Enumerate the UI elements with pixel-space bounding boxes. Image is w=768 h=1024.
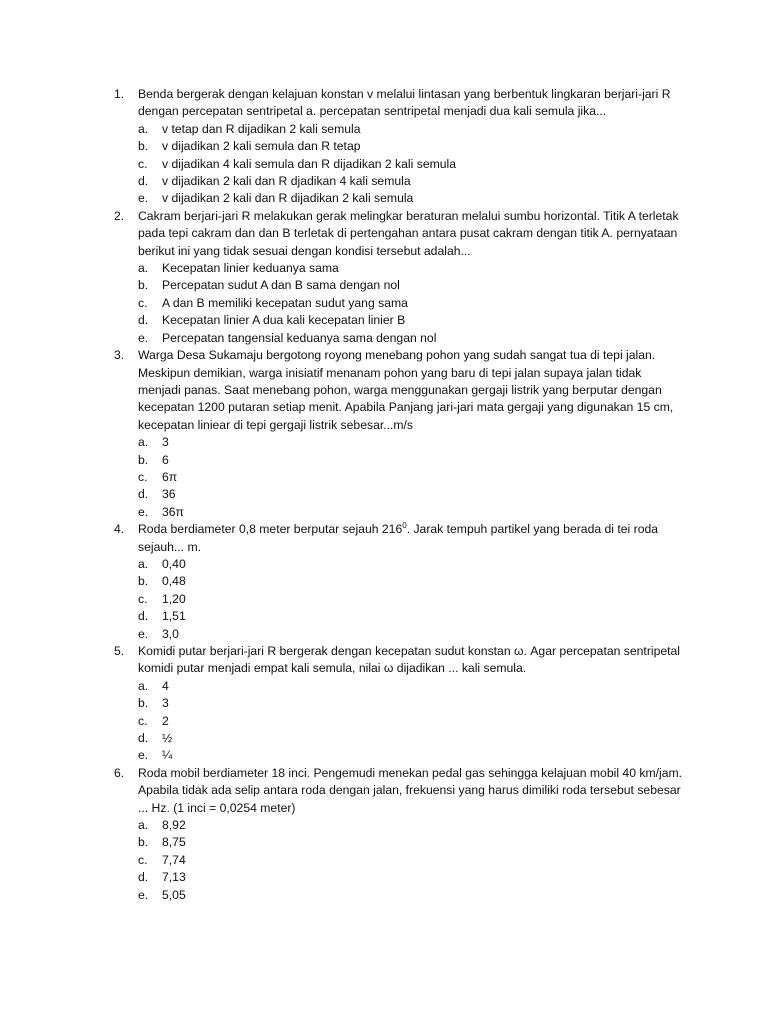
option-a xyxy=(138,260,682,277)
option-letter: c. xyxy=(138,469,148,484)
option-e xyxy=(138,504,682,521)
degree-superscript: 0 xyxy=(402,521,407,531)
question-list xyxy=(114,86,682,904)
option-text: 2 xyxy=(162,713,169,728)
option-letter: c. xyxy=(138,156,148,171)
option-text: Kecepatan linier A dua kali kecepatan linier B xyxy=(162,313,406,328)
option-letter: e. xyxy=(138,330,149,345)
option-letter: a. xyxy=(138,261,149,276)
option-a xyxy=(138,121,682,138)
option-letter: d. xyxy=(138,487,149,502)
question-number: 3. xyxy=(114,348,125,363)
option-b xyxy=(138,138,682,155)
option-e xyxy=(138,626,682,643)
option-c xyxy=(138,156,682,173)
option-text: 3,0 xyxy=(162,626,179,641)
question-number: 6. xyxy=(114,765,125,780)
option-text: 7,13 xyxy=(162,870,186,885)
question-3 xyxy=(114,347,682,521)
question-number: 1. xyxy=(114,87,125,101)
option-letter: d. xyxy=(138,313,149,328)
option-letter: a. xyxy=(138,818,149,833)
question-6 xyxy=(114,765,682,904)
option-d xyxy=(138,608,682,625)
option-e xyxy=(138,190,682,207)
option-letter: a. xyxy=(138,678,149,693)
question-4 xyxy=(114,521,682,643)
option-letter: d. xyxy=(138,870,149,885)
option-letter: a. xyxy=(138,556,149,571)
option-text: 36 xyxy=(162,487,176,502)
option-text: v dijadikan 2 kali dan R djadikan 4 kali semula xyxy=(162,174,411,189)
option-letter: a. xyxy=(138,121,149,136)
option-letter: e. xyxy=(138,748,149,763)
option-letter: e. xyxy=(138,626,149,641)
question-5 xyxy=(114,643,682,765)
option-text: v tetap dan R dijadikan 2 kali semula xyxy=(162,121,361,136)
option-b xyxy=(138,573,682,590)
question-text: Benda bergerak dengan kelajuan konstan v melalui lintasan yang berbentuk lingkaran berjari-jari R dengan percepatan sentripetal a. percepatan sentripetal menjadi dua kali semula jika... xyxy=(138,87,671,119)
option-letter: c. xyxy=(138,713,148,728)
option-b xyxy=(138,452,682,469)
option-text: Kecepatan linier keduanya sama xyxy=(162,261,339,276)
question-1 xyxy=(114,86,682,208)
option-d xyxy=(138,173,682,190)
option-e xyxy=(138,330,682,347)
option-list xyxy=(138,817,682,904)
option-d xyxy=(138,312,682,329)
question-text xyxy=(138,521,682,556)
option-text: Percepatan sudut A dan B sama dengan nol xyxy=(162,278,400,293)
option-text: 4 xyxy=(162,678,169,693)
option-c xyxy=(138,713,682,730)
option-c xyxy=(138,852,682,869)
option-list xyxy=(138,121,682,208)
question-2 xyxy=(114,208,682,347)
option-text: 3 xyxy=(162,696,169,711)
question-text-part: Roda berdiameter 0,8 meter berputar sejauh 216 xyxy=(138,522,403,537)
question-text: Warga Desa Sukamaju bergotong royong menebang pohon yang sudah sangat tua di tepi jalan. Meskipun demikian, warga inisiatif menanam pohon yang baru di tepi jalan supaya jalan tidak menjadi panas. Saat menebang pohon, warga menggunakan gergaji listrik yang berputar dengan kecepatan 1200 putaran setiap menit. Apabila Panjang jari-jari mata gergaji yang digunakan 15 cm, kecepatan liniear di tepi gergaji listrik sebesar...m/s xyxy=(138,348,674,432)
option-a xyxy=(138,817,682,834)
option-text: 7,74 xyxy=(162,852,186,867)
option-letter: e. xyxy=(138,191,149,206)
option-b xyxy=(138,834,682,851)
option-text: 6π xyxy=(162,469,178,484)
option-letter: d. xyxy=(138,731,149,746)
option-letter: e. xyxy=(138,504,149,519)
option-letter: c. xyxy=(138,295,148,310)
option-letter: b. xyxy=(138,835,149,850)
option-a xyxy=(138,556,682,573)
option-letter: d. xyxy=(138,174,149,189)
option-text: 0,40 xyxy=(162,556,186,571)
option-a xyxy=(138,678,682,695)
option-list xyxy=(138,260,682,347)
question-number: 4. xyxy=(114,522,125,537)
option-text: 0,48 xyxy=(162,574,186,589)
option-text: 1,51 xyxy=(162,609,186,624)
option-letter: b. xyxy=(138,278,149,293)
question-number: 5. xyxy=(114,644,125,658)
option-text: ¼ xyxy=(162,748,173,763)
option-text: v dijadikan 4 kali semula dan R dijadikan 2 kali semula xyxy=(162,156,457,171)
option-text: Percepatan tangensial keduanya sama dengan nol xyxy=(162,330,437,345)
option-letter: c. xyxy=(138,852,148,867)
option-e xyxy=(138,747,682,764)
option-e xyxy=(138,887,682,904)
option-text: 3 xyxy=(162,435,169,450)
option-text: 6 xyxy=(162,452,169,467)
option-letter: b. xyxy=(138,452,149,467)
option-text: 5,05 xyxy=(162,887,186,902)
question-text: Komidi putar berjari-jari R bergerak dengan kecepatan sudut konstan ω. Agar percepatan sentripetal komidi putar menjadi empat kali semula, nilai ω dijadikan ... kali semula. xyxy=(138,644,681,676)
option-list xyxy=(138,678,682,765)
option-c xyxy=(138,469,682,486)
question-number: 2. xyxy=(114,208,125,223)
option-text: A dan B memiliki kecepatan sudut yang sama xyxy=(162,295,408,310)
option-a xyxy=(138,434,682,451)
question-text-part: . Jarak tempuh partikel yang berada di tei roda sejauh... m. xyxy=(138,522,659,554)
option-c xyxy=(138,295,682,312)
option-d xyxy=(138,730,682,747)
option-letter: e. xyxy=(138,887,149,902)
option-c xyxy=(138,591,682,608)
option-letter: d. xyxy=(138,609,149,624)
option-b xyxy=(138,695,682,712)
option-text: 8,92 xyxy=(162,818,186,833)
option-text: 8,75 xyxy=(162,835,186,850)
option-text: v dijadikan 2 kali semula dan R tetap xyxy=(162,139,361,154)
question-text: Cakram berjari-jari R melakukan gerak melingkar beraturan melalui sumbu horizontal. Titik A terletak pada tepi cakram dan dan B terletak di pertengahan antara pusat cakram dengan titik A. pernyataan berikut ini yang tidak sesuai dengan kondisi tersebut adalah... xyxy=(138,208,679,258)
option-list xyxy=(138,556,682,643)
question-text: Roda mobil berdiameter 18 inci. Pengemudi menekan pedal gas sehingga kelajuan mobil 40 km/jam. Apabila tidak ada selip antara roda dengan jalan, frekuensi yang harus dimiliki roda tersebut sebesar ... Hz. (1 inci = 0,0254 meter) xyxy=(138,765,683,815)
option-text: ½ xyxy=(162,731,173,746)
option-letter: b. xyxy=(138,696,149,711)
option-letter: b. xyxy=(138,139,149,154)
option-letter: b. xyxy=(138,574,149,589)
option-list xyxy=(138,434,682,521)
option-text: 1,20 xyxy=(162,591,186,606)
option-d xyxy=(138,486,682,503)
option-letter: c. xyxy=(138,591,148,606)
option-b xyxy=(138,277,682,294)
option-text: v dijadikan 2 kali dan R dijadikan 2 kali semula xyxy=(162,191,414,206)
option-text: 36π xyxy=(162,504,184,519)
option-d xyxy=(138,869,682,886)
option-letter: a. xyxy=(138,435,149,450)
